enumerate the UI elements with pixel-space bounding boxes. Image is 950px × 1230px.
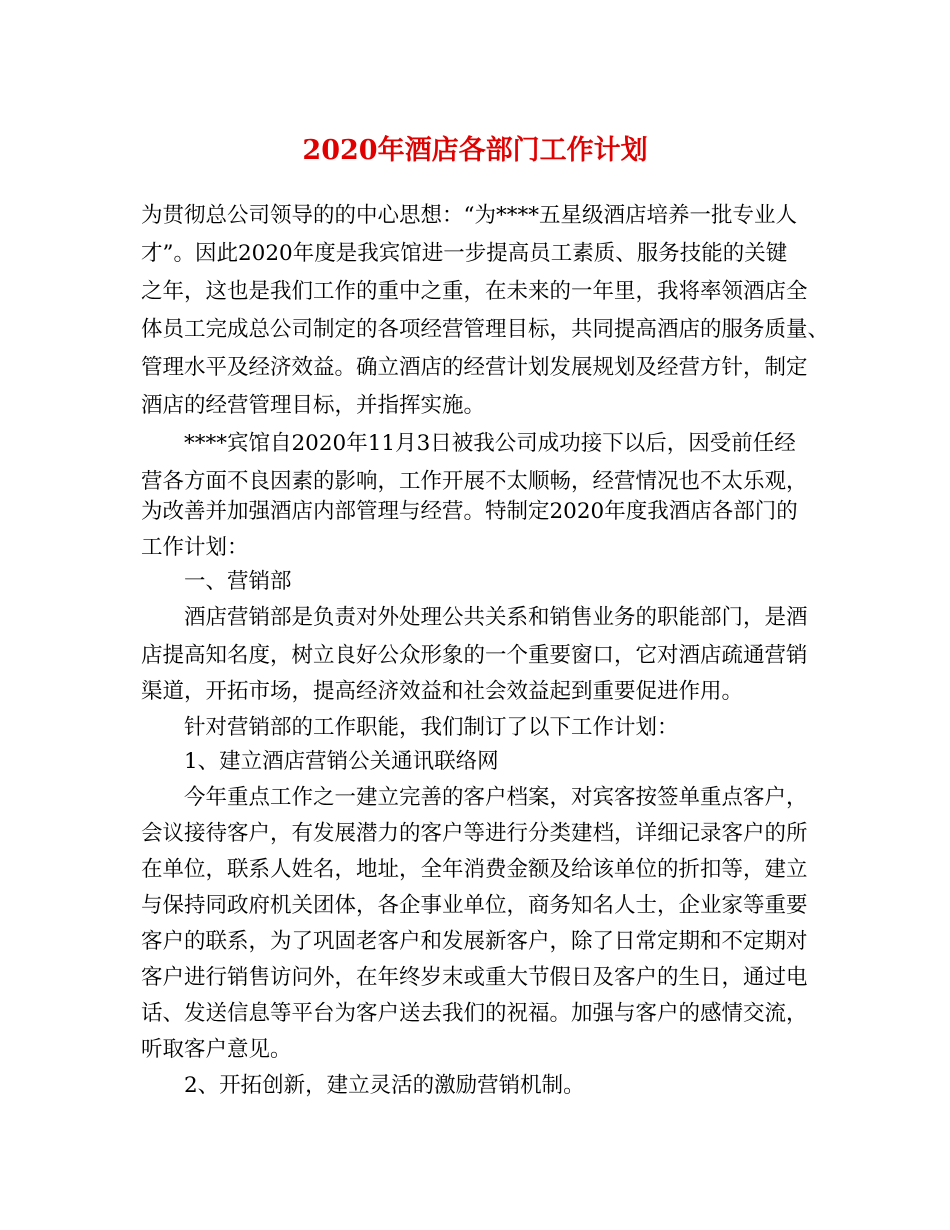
section-heading: 一、营销部 [184, 569, 292, 594]
paragraph-line: 管理水平及经济效益。确立酒店的经营计划发展规划及经营方针，制定 [141, 355, 808, 380]
paragraph-line: 工作计划： [141, 535, 249, 560]
paragraph-line: 与保持同政府机关团体，各企事业单位，商务知名人士，企业家等重要 [141, 893, 808, 918]
subsection-heading: 2、开拓创新，建立灵活的激励营销机制。 [184, 1073, 585, 1098]
paragraph-line: 为改善并加强酒店内部管理与经营。特制定2020年度我酒店各部门的 [141, 499, 798, 524]
paragraph-line: 渠道，开拓市场，提高经济效益和社会效益起到重要促进作用。 [141, 679, 744, 704]
paragraph-line: 在单位，联系人姓名，地址，全年消费金额及给该单位的折扣等，建立 [141, 857, 808, 882]
paragraph-line: 客户的联系，为了巩固老客户和发展新客户，除了日常定期和不定期对 [141, 929, 808, 954]
paragraph-line: 为贯彻总公司领导的的中心思想：“为****五星级酒店培养一批专业人 [141, 203, 797, 228]
paragraph-line: 今年重点工作之一建立完善的客户档案，对宾客按签单重点客户， [184, 785, 808, 810]
paragraph-line: 营各方面不良因素的影响，工作开展不太顺畅，经营情况也不太乐观， [141, 469, 808, 494]
document-title: 2020年酒店各部门工作计划 [302, 135, 648, 166]
paragraph-line: 店提高知名度，树立良好公众形象的一个重要窗口，它对酒店疏通营销 [141, 643, 808, 668]
paragraph-line: 听取客户意见。 [141, 1037, 292, 1062]
subsection-heading: 1、建立酒店营销公关通讯联络网 [184, 749, 499, 774]
paragraph-line: 话、发送信息等平台为客户送去我们的祝福。加强与客户的感情交流， [141, 1001, 808, 1026]
paragraph-line: 酒店营销部是负责对外处理公共关系和销售业务的职能部门，是酒 [184, 605, 808, 630]
paragraph-line: 客户进行销售访问外，在年终岁末或重大节假日及客户的生日，通过电 [141, 965, 808, 990]
paragraph-line: 会议接待客户，有发展潜力的客户等进行分类建档，详细记录客户的所 [141, 821, 808, 846]
paragraph-line: 体员工完成总公司制定的各项经营管理目标，共同提高酒店的服务质量、 [141, 317, 830, 342]
paragraph-line: 酒店的经营管理目标，并指挥实施。 [141, 393, 486, 418]
paragraph-line: ****宾馆自2020年11月3日被我公司成功接下以后，因受前任经 [184, 431, 796, 456]
paragraph-line: 之年，这也是我们工作的重中之重，在未来的一年里，我将率领酒店全 [141, 279, 808, 304]
paragraph-line: 针对营销部的工作职能，我们制订了以下工作计划： [184, 715, 679, 740]
paragraph-line: 才”。因此2020年度是我宾馆进一步提高员工素质、服务技能的关键 [141, 241, 788, 266]
